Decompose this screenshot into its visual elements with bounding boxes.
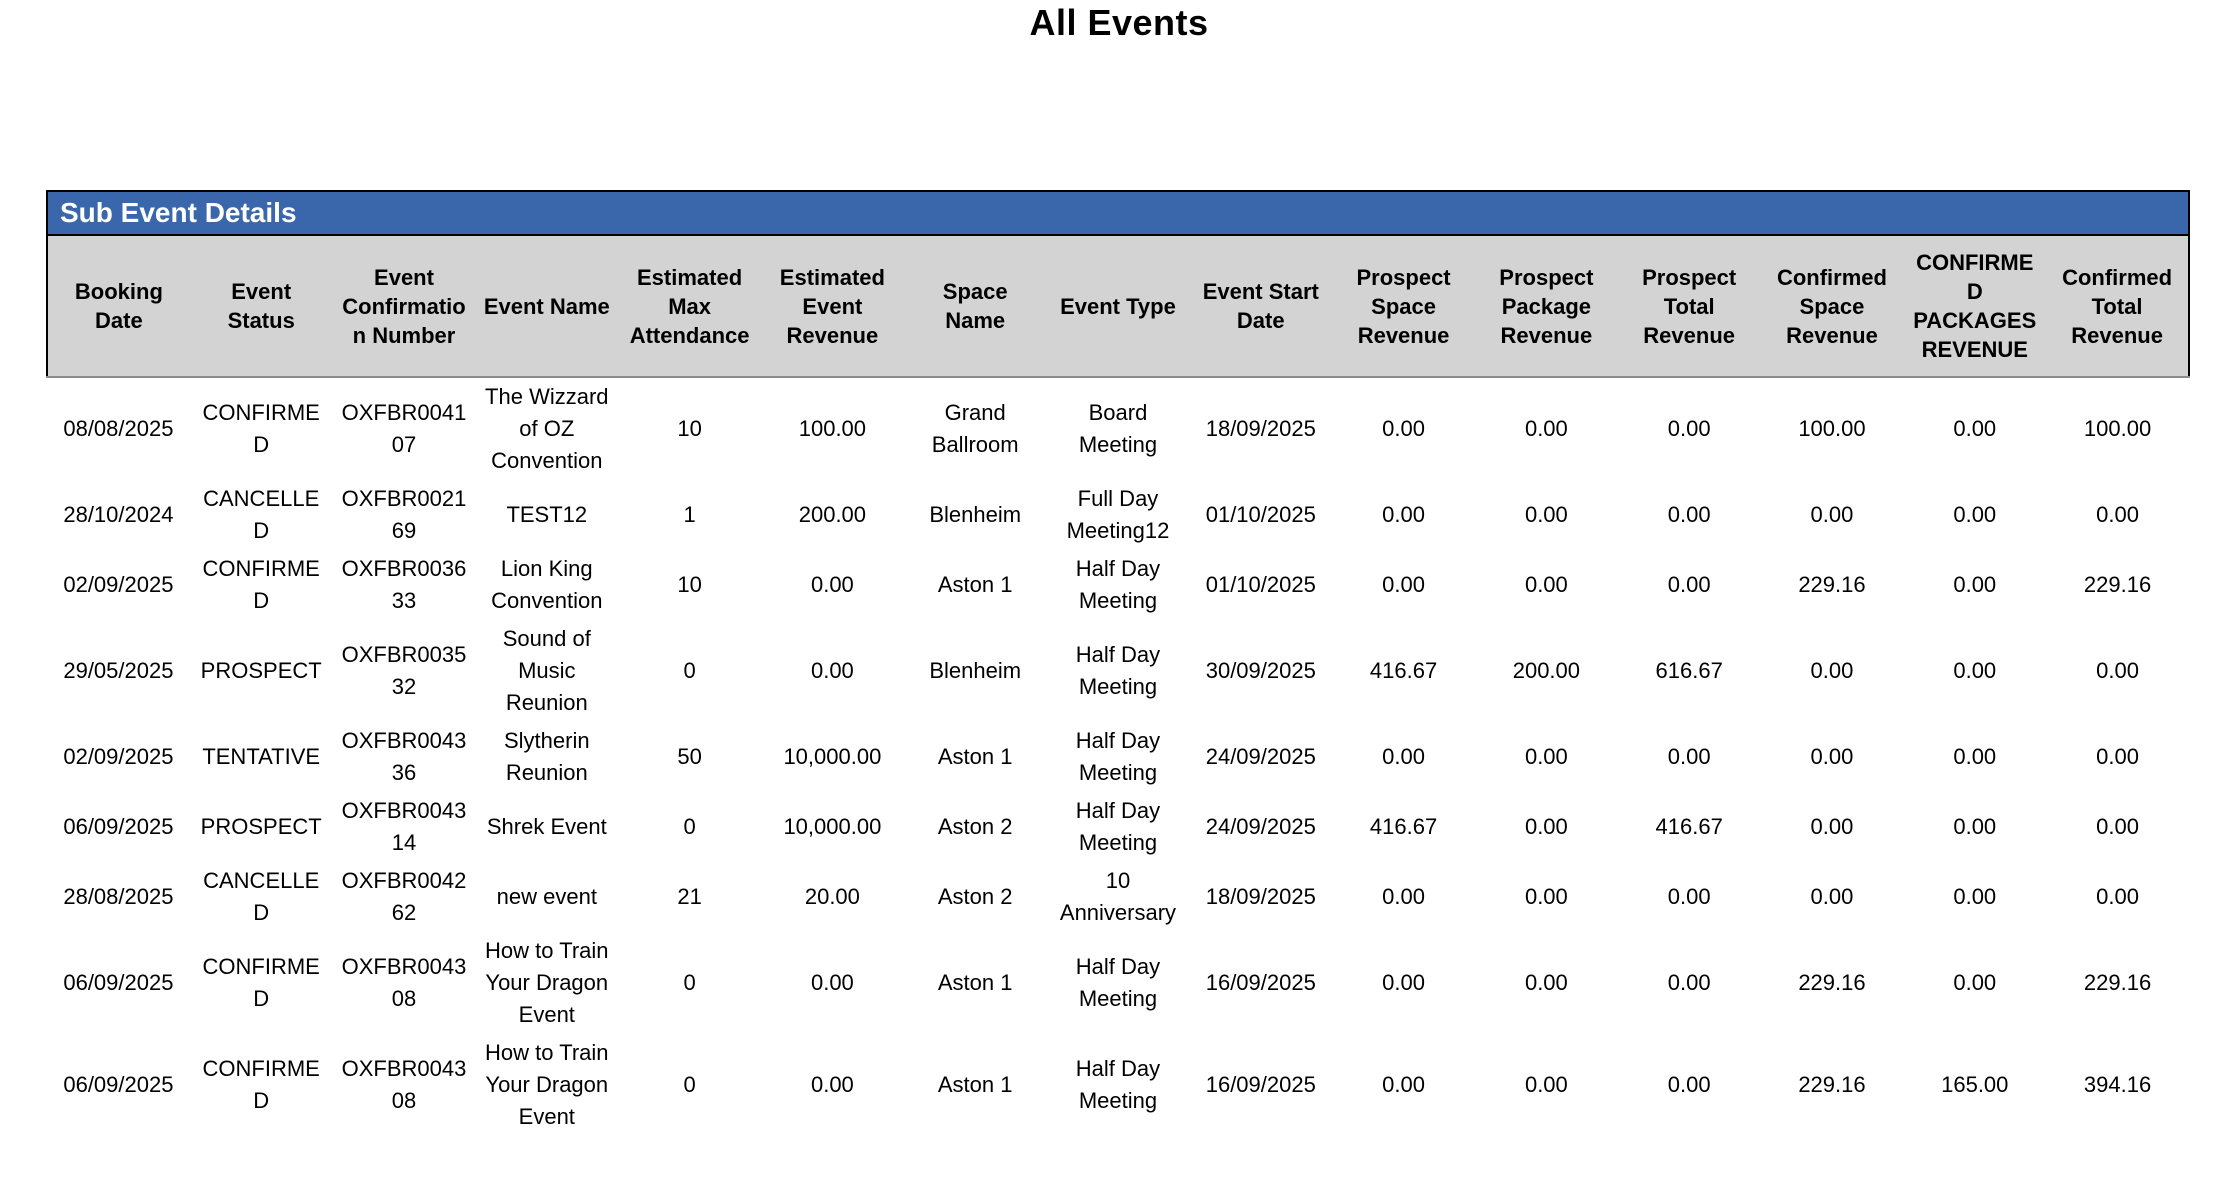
cell: 229.16 <box>1761 932 1904 1034</box>
cell: 0.00 <box>1618 550 1761 620</box>
cell: CONFIRMED <box>190 932 333 1034</box>
sub-event-details-report <box>46 190 2190 1136</box>
cell: 394.16 <box>2046 1034 2189 1136</box>
cell: Half Day Meeting <box>1047 550 1190 620</box>
cell: Shrek Event <box>475 792 618 862</box>
cell: OXFBR004336 <box>333 722 476 792</box>
cell: 0.00 <box>1475 480 1618 550</box>
cell: Board Meeting <box>1047 377 1190 480</box>
cell: Aston 1 <box>904 722 1047 792</box>
cell: 0.00 <box>1332 377 1475 480</box>
page-title: All Events <box>1029 2 1209 43</box>
cell: 06/09/2025 <box>47 1034 190 1136</box>
column-header: Estimated Max Attendance <box>618 236 761 377</box>
cell: PROSPECT <box>190 620 333 722</box>
cell: Aston 1 <box>904 932 1047 1034</box>
cell: OXFBR004107 <box>333 377 476 480</box>
cell: 200.00 <box>761 480 904 550</box>
cell: Aston 2 <box>904 862 1047 932</box>
cell: Grand Ballroom <box>904 377 1047 480</box>
column-header: Event Confirmation Number <box>333 236 476 377</box>
column-header: Prospect Space Revenue <box>1332 236 1475 377</box>
cell: OXFBR003532 <box>333 620 476 722</box>
column-header: Event Start Date <box>1189 236 1332 377</box>
cell: 21 <box>618 862 761 932</box>
cell: new event <box>475 862 618 932</box>
cell: 229.16 <box>2046 932 2189 1034</box>
cell: 01/10/2025 <box>1189 480 1332 550</box>
cell: 0.00 <box>1332 932 1475 1034</box>
column-header: Event Type <box>1047 236 1190 377</box>
cell: 229.16 <box>1761 550 1904 620</box>
column-header: Estimated Event Revenue <box>761 236 904 377</box>
cell: 0.00 <box>761 932 904 1034</box>
cell: 0.00 <box>2046 722 2189 792</box>
cell: 0.00 <box>1475 722 1618 792</box>
cell: 50 <box>618 722 761 792</box>
cell: 0.00 <box>1475 377 1618 480</box>
cell: 0.00 <box>1903 550 2046 620</box>
cell: 0.00 <box>1618 932 1761 1034</box>
cell: 0.00 <box>1618 1034 1761 1136</box>
cell: 0.00 <box>2046 792 2189 862</box>
table-row <box>47 620 2189 722</box>
cell: 08/08/2025 <box>47 377 190 480</box>
column-header: Prospect Total Revenue <box>1618 236 1761 377</box>
cell: 06/09/2025 <box>47 792 190 862</box>
column-header: Confirmed Space Revenue <box>1761 236 1904 377</box>
cell: 0.00 <box>1475 1034 1618 1136</box>
cell: 616.67 <box>1618 620 1761 722</box>
cell: 0.00 <box>1618 862 1761 932</box>
cell: 165.00 <box>1903 1034 2046 1136</box>
cell: OXFBR004308 <box>333 932 476 1034</box>
cell: Half Day Meeting <box>1047 932 1190 1034</box>
column-header: Space Name <box>904 236 1047 377</box>
cell: 100.00 <box>2046 377 2189 480</box>
cell: CONFIRMED <box>190 1034 333 1136</box>
cell: OXFBR004262 <box>333 862 476 932</box>
column-header: Event Status <box>190 236 333 377</box>
cell: Sound of Music Reunion <box>475 620 618 722</box>
cell: Half Day Meeting <box>1047 1034 1190 1136</box>
cell: 0.00 <box>2046 862 2189 932</box>
cell: CONFIRMED <box>190 377 333 480</box>
cell: 0.00 <box>761 550 904 620</box>
cell: How to Train Your Dragon Event <box>475 1034 618 1136</box>
cell: 0.00 <box>1475 792 1618 862</box>
sub-event-table <box>46 236 2190 1136</box>
cell: 0.00 <box>1761 722 1904 792</box>
cell: 02/09/2025 <box>47 722 190 792</box>
column-header: Confirmed Total Revenue <box>2046 236 2189 377</box>
cell: 0.00 <box>1618 480 1761 550</box>
cell: 10 <box>618 377 761 480</box>
section-title: Sub Event Details <box>60 197 297 228</box>
cell: PROSPECT <box>190 792 333 862</box>
cell: 24/09/2025 <box>1189 722 1332 792</box>
cell: 18/09/2025 <box>1189 862 1332 932</box>
cell: 0.00 <box>1618 722 1761 792</box>
cell: 0.00 <box>1618 377 1761 480</box>
cell: Full Day Meeting12 <box>1047 480 1190 550</box>
cell: 0.00 <box>1903 862 2046 932</box>
cell: 0 <box>618 620 761 722</box>
cell: How to Train Your Dragon Event <box>475 932 618 1034</box>
cell: Blenheim <box>904 620 1047 722</box>
cell: OXFBR004308 <box>333 1034 476 1136</box>
cell: 0.00 <box>1332 550 1475 620</box>
cell: 0.00 <box>2046 480 2189 550</box>
cell: 0.00 <box>1761 792 1904 862</box>
column-header: Prospect Package Revenue <box>1475 236 1618 377</box>
cell: 16/09/2025 <box>1189 1034 1332 1136</box>
table-body <box>47 377 2189 1136</box>
cell: 10,000.00 <box>761 792 904 862</box>
cell: 229.16 <box>1761 1034 1904 1136</box>
cell: 01/10/2025 <box>1189 550 1332 620</box>
table-row <box>47 932 2189 1034</box>
cell: CANCELLED <box>190 480 333 550</box>
cell: 10 Anniversary <box>1047 862 1190 932</box>
cell: 24/09/2025 <box>1189 792 1332 862</box>
cell: The Wizzard of OZ Convention <box>475 377 618 480</box>
cell: 416.67 <box>1332 620 1475 722</box>
cell: 0 <box>618 792 761 862</box>
cell: 0.00 <box>1332 1034 1475 1136</box>
cell: Lion King Convention <box>475 550 618 620</box>
cell: 0 <box>618 1034 761 1136</box>
cell: 0 <box>618 932 761 1034</box>
cell: Aston 1 <box>904 1034 1047 1136</box>
cell: 1 <box>618 480 761 550</box>
cell: 0.00 <box>1761 620 1904 722</box>
cell: 0.00 <box>1903 377 2046 480</box>
cell: 0.00 <box>761 1034 904 1136</box>
cell: 100.00 <box>1761 377 1904 480</box>
cell: 29/05/2025 <box>47 620 190 722</box>
cell: 10 <box>618 550 761 620</box>
cell: Aston 2 <box>904 792 1047 862</box>
cell: Half Day Meeting <box>1047 722 1190 792</box>
table-header <box>47 236 2189 377</box>
cell: 0.00 <box>1761 480 1904 550</box>
cell: Blenheim <box>904 480 1047 550</box>
cell: 0.00 <box>1475 932 1618 1034</box>
cell: TEST12 <box>475 480 618 550</box>
cell: 0.00 <box>1903 722 2046 792</box>
cell: 0.00 <box>1475 550 1618 620</box>
cell: 0.00 <box>1903 932 2046 1034</box>
cell: CONFIRMED <box>190 550 333 620</box>
cell: 0.00 <box>1903 620 2046 722</box>
table-row <box>47 722 2189 792</box>
cell: 0.00 <box>2046 620 2189 722</box>
cell: Half Day Meeting <box>1047 620 1190 722</box>
cell: 0.00 <box>1475 862 1618 932</box>
cell: 0.00 <box>1903 480 2046 550</box>
cell: 02/09/2025 <box>47 550 190 620</box>
cell: OXFBR003633 <box>333 550 476 620</box>
cell: CANCELLED <box>190 862 333 932</box>
cell: TENTATIVE <box>190 722 333 792</box>
column-header: Booking Date <box>47 236 190 377</box>
cell: 10,000.00 <box>761 722 904 792</box>
cell: 06/09/2025 <box>47 932 190 1034</box>
cell: OXFBR004314 <box>333 792 476 862</box>
cell: 0.00 <box>1332 480 1475 550</box>
cell: 416.67 <box>1332 792 1475 862</box>
cell: 30/09/2025 <box>1189 620 1332 722</box>
cell: 416.67 <box>1618 792 1761 862</box>
cell: 16/09/2025 <box>1189 932 1332 1034</box>
cell: 28/10/2024 <box>47 480 190 550</box>
table-row <box>47 792 2189 862</box>
column-header: Event Name <box>475 236 618 377</box>
cell: 0.00 <box>1903 792 2046 862</box>
column-header: CONFIRMED PACKAGES REVENUE <box>1903 236 2046 377</box>
cell: Slytherin Reunion <box>475 722 618 792</box>
table-row <box>47 1034 2189 1136</box>
table-row <box>47 862 2189 932</box>
cell: 28/08/2025 <box>47 862 190 932</box>
cell: 200.00 <box>1475 620 1618 722</box>
cell: 18/09/2025 <box>1189 377 1332 480</box>
cell: 0.00 <box>1761 862 1904 932</box>
section-header-bar <box>46 190 2190 236</box>
cell: 0.00 <box>1332 862 1475 932</box>
cell: 0.00 <box>761 620 904 722</box>
cell: Half Day Meeting <box>1047 792 1190 862</box>
header-row <box>47 236 2189 377</box>
cell: 20.00 <box>761 862 904 932</box>
table-row <box>47 377 2189 480</box>
cell: 100.00 <box>761 377 904 480</box>
cell: 0.00 <box>1332 722 1475 792</box>
cell: Aston 1 <box>904 550 1047 620</box>
table-row <box>47 480 2189 550</box>
cell: 229.16 <box>2046 550 2189 620</box>
cell: OXFBR002169 <box>333 480 476 550</box>
table-row <box>47 550 2189 620</box>
